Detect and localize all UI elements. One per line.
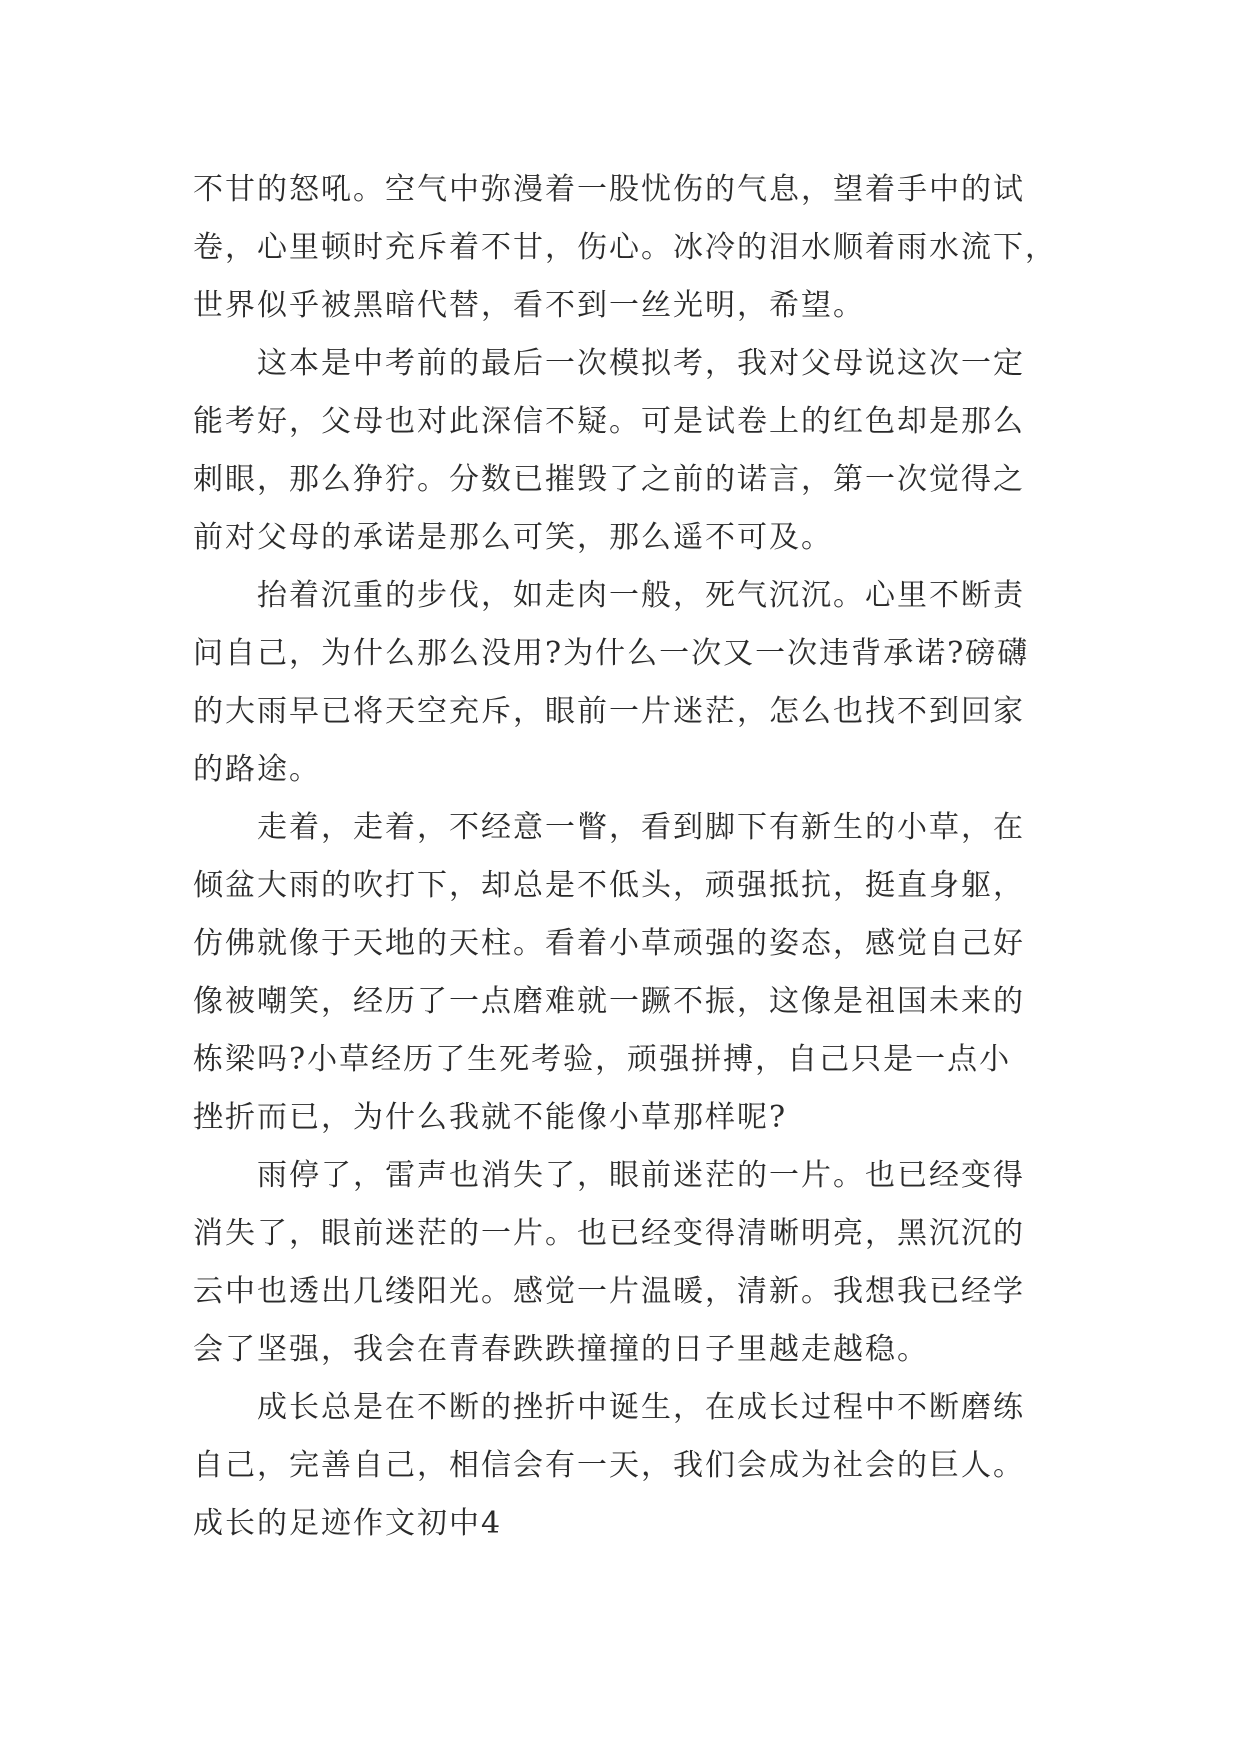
paragraph-3 [193, 567, 1068, 799]
section-heading [193, 1495, 1068, 1553]
text-line: 不甘的怒吼。空气中弥漫着一股忧伤的气息，望着手中的试 [193, 172, 1025, 207]
text-line: 自己，完善自己，相信会有一天，我们会成为社会的巨人。 [193, 1448, 1025, 1483]
text-line: 刺眼，那么狰狞。分数已摧毁了之前的诺言，第一次觉得之 [193, 462, 1025, 497]
text-line: 消失了，眼前迷茫的一片。也已经变得清晰明亮，黑沉沉的 [193, 1216, 1025, 1251]
paragraph-5 [193, 1147, 1068, 1379]
text-line: 云中也透出几缕阳光。感觉一片温暖，清新。我想我已经学 [193, 1274, 1025, 1309]
text-line: 倾盆大雨的吹打下，却总是不低头，顽强抵抗，挺直身躯， [193, 868, 1025, 903]
text-line: 挫折而已，为什么我就不能像小草那样呢? [193, 1100, 788, 1135]
text-line: 的大雨早已将天空充斥，眼前一片迷茫，怎么也找不到回家 [193, 694, 1025, 729]
text-line: 走着，走着，不经意一瞥，看到脚下有新生的小草，在 [257, 810, 1025, 845]
text-line: 卷，心里顿时充斥着不甘，伤心。冰冷的泪水顺着雨水流下， [193, 230, 1057, 265]
text-line: 仿佛就像于天地的天柱。看着小草顽强的姿态，感觉自己好 [193, 926, 1025, 961]
text-line: 抬着沉重的步伐，如走肉一般，死气沉沉。心里不断责 [257, 578, 1025, 613]
paragraph-6 [193, 1379, 1068, 1495]
paragraph-2 [193, 335, 1068, 567]
text-line: 的路途。 [193, 752, 321, 787]
heading-line: 成长的足迹作文初中4 [193, 1506, 503, 1541]
text-line: 世界似乎被黑暗代替，看不到一丝光明，希望。 [193, 288, 865, 323]
text-line: 这本是中考前的最后一次模拟考，我对父母说这次一定 [257, 346, 1025, 381]
text-line: 前对父母的承诺是那么可笑，那么遥不可及。 [193, 520, 833, 555]
text-line: 会了坚强，我会在青春跌跌撞撞的日子里越走越稳。 [193, 1332, 929, 1367]
text-line: 像被嘲笑，经历了一点磨难就一蹶不振，这像是祖国未来的 [193, 984, 1025, 1019]
article-body [193, 161, 1068, 1553]
text-line: 栋梁吗?小草经历了生死考验，顽强拼搏，自己只是一点小 [193, 1042, 1012, 1077]
paragraph-1 [193, 161, 1068, 335]
paragraph-4 [193, 799, 1068, 1147]
text-line: 能考好，父母也对此深信不疑。可是试卷上的红色却是那么 [193, 404, 1025, 439]
text-line: 雨停了，雷声也消失了，眼前迷茫的一片。也已经变得 [257, 1158, 1025, 1193]
text-line: 成长总是在不断的挫折中诞生，在成长过程中不断磨练 [257, 1390, 1025, 1425]
text-line: 问自己，为什么那么没用?为什么一次又一次违背承诺?磅礴 [193, 636, 1030, 671]
